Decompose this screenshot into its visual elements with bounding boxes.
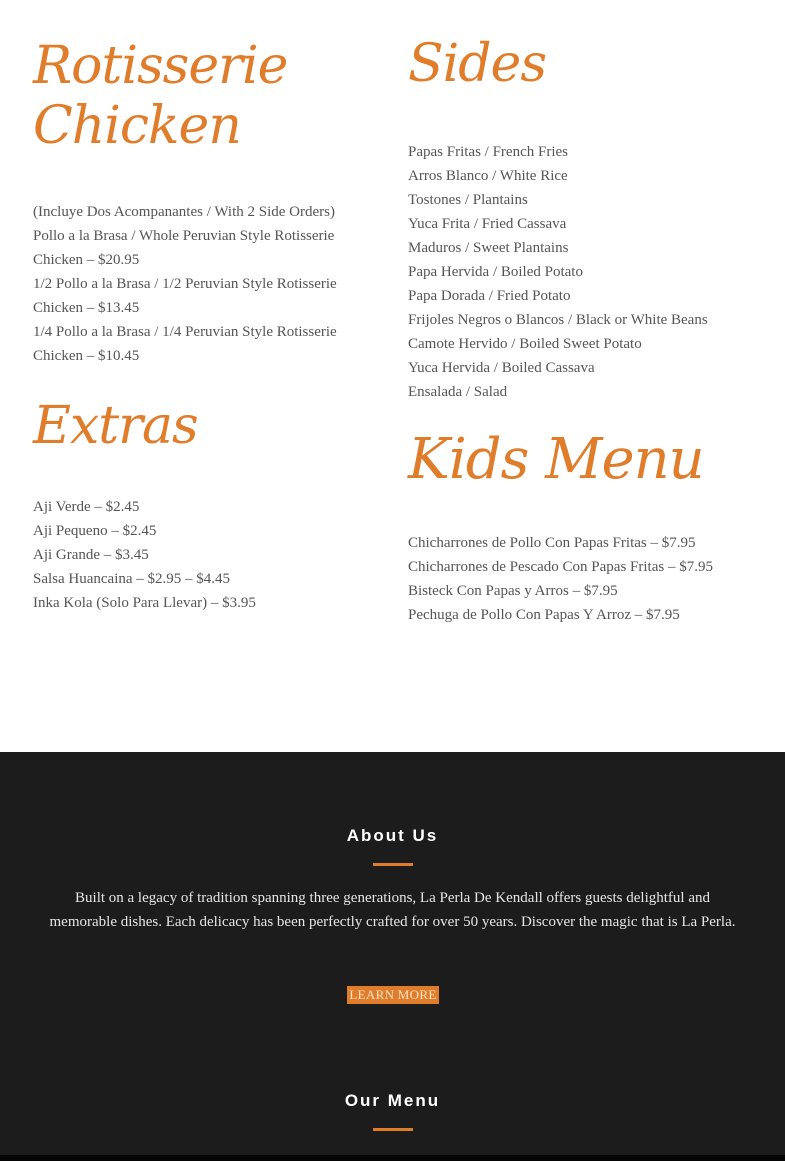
bottom-bar bbox=[0, 1155, 785, 1161]
list-item: Yuca Frita / Fried Cassava bbox=[408, 216, 567, 232]
extras-title: Extras bbox=[33, 396, 198, 456]
list-item: Bisteck Con Papas y Arros – $7.95 bbox=[408, 583, 618, 599]
list-item: Inka Kola (Solo Para Llevar) – $3.95 bbox=[33, 595, 256, 611]
list-item: Papa Dorada / Fried Potato bbox=[408, 288, 571, 304]
list-item: Camote Hervido / Boiled Sweet Potato bbox=[408, 336, 642, 352]
about-us-heading: About Us bbox=[346, 826, 439, 845]
rotisserie-chicken-title: Rotisserie Chicken bbox=[33, 36, 288, 156]
list-item: Papas Fritas / French Fries bbox=[408, 144, 568, 160]
list-item: Arros Blanco / White Rice bbox=[408, 168, 568, 184]
list-item: Chicharrones de Pollo Con Papas Fritas – $7.95 bbox=[408, 535, 696, 551]
sides-title: Sides bbox=[408, 34, 546, 94]
list-item: Tostones / Plantains bbox=[408, 192, 528, 208]
list-item: Pechuga de Pollo Con Papas Y Arroz – $7.95 bbox=[408, 607, 680, 623]
list-item: Aji Verde – $2.45 bbox=[33, 499, 140, 515]
list-item: (Incluye Dos Acompanantes / With 2 Side Orders) bbox=[33, 204, 335, 220]
extras-list bbox=[33, 495, 256, 615]
list-item: Papa Hervida / Boiled Potato bbox=[408, 264, 583, 280]
list-item: Yuca Hervida / Boiled Cassava bbox=[408, 360, 595, 376]
rotisserie-chicken-list bbox=[33, 200, 373, 368]
our-menu-heading: Our Menu bbox=[344, 1091, 441, 1110]
about-description: Built on a legacy of tradition spanning three generations, La Perla De Kendall offers guests delightful and memorable dishes. Each delicacy has been perfectly crafted for over 50 years. Discover the magic that is La Perla. bbox=[49, 890, 736, 930]
list-item: Salsa Huancaina – $2.95 – $4.45 bbox=[33, 571, 231, 587]
list-item: 1/2 Pollo a la Brasa / 1/2 Peruvian Style Rotisserie Chicken – $13.45 bbox=[33, 276, 337, 316]
list-item: Chicharrones de Pescado Con Papas Fritas – $7.95 bbox=[408, 559, 713, 575]
learn-more-button[interactable]: LEARN MORE bbox=[347, 986, 439, 1004]
about-divider bbox=[373, 863, 413, 866]
list-item: Frijoles Negros o Blancos / Black or White Beans bbox=[408, 312, 708, 328]
list-item: Aji Pequeno – $2.45 bbox=[33, 523, 157, 539]
list-item: 1/4 Pollo a la Brasa / 1/4 Peruvian Style Rotisserie Chicken – $10.45 bbox=[33, 324, 337, 364]
kids-menu-list bbox=[408, 531, 713, 627]
list-item: Maduros / Sweet Plantains bbox=[408, 240, 569, 256]
list-item: Ensalada / Salad bbox=[408, 384, 508, 400]
list-item: Aji Grande – $3.45 bbox=[33, 547, 149, 563]
sides-list bbox=[408, 140, 708, 404]
kids-menu-title: Kids Menu bbox=[408, 427, 704, 492]
list-item: Pollo a la Brasa / Whole Peruvian Style Rotisserie Chicken – $20.95 bbox=[33, 228, 335, 268]
about-section bbox=[0, 752, 785, 1161]
our-menu-divider bbox=[373, 1128, 413, 1131]
